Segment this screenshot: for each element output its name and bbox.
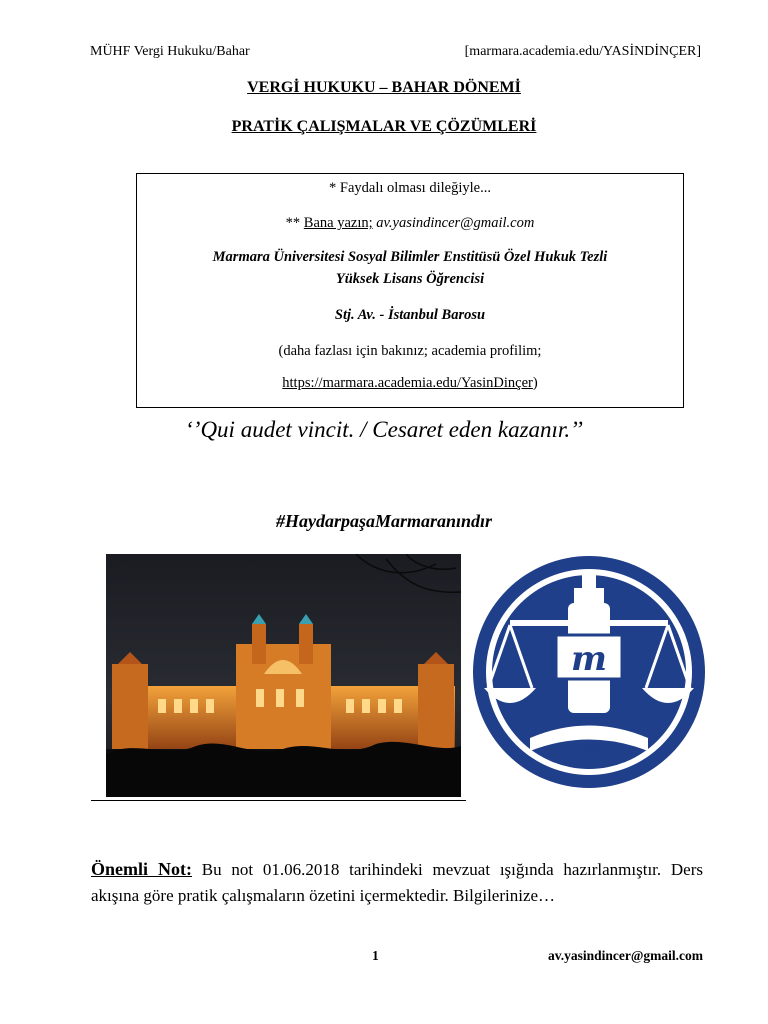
academia-link[interactable]: https://marmara.academia.edu/YasinDinçer [282,375,533,391]
contact-link[interactable]: Bana yazın; [303,215,373,231]
box-line-2 [137,215,683,232]
haydarpasa-building-photo [106,554,461,797]
page-number: 1 [372,948,379,963]
photo-underline [91,800,466,801]
important-note [91,856,703,909]
faculty-logo [470,553,708,791]
title-line-2: PRATİK ÇALIŞMALAR VE ÇÖZÜMLERİ [231,118,537,135]
box-line-6: (daha fazlası için bakınız; academia profilim; [278,343,542,359]
box-line-7-suffix: ) [532,375,538,391]
header-left: MÜHF Vergi Hukuku/Bahar [90,44,250,59]
note-label: Önemli Not: [91,859,192,879]
box-line-3: Marmara Üniversitesi Sosyal Bilimler Enstitüsü Özel Hukuk Tezli [212,249,608,265]
box-line-4: Yüksek Lisans Öğrencisi [335,271,485,287]
box-line-2-prefix: ** [285,215,304,231]
info-box [136,173,684,408]
logo-year: 1982 [577,744,601,754]
title-line-1: VERGİ HUKUKU – BAHAR DÖNEMİ [247,79,521,96]
header-right: [marmara.academia.edu/YASİNDİNÇER] [464,44,701,59]
box-line-7 [137,375,683,392]
contact-email[interactable]: av.yasindincer@gmail.com [376,215,535,231]
box-line-1: * Faydalı olması dileğiyle... [329,180,491,196]
svg-text:m: m [571,639,607,679]
note-text: Bu not 01.06.2018 tarihindeki mevzuat ışığında hazırlanmıştır. Ders akışına göre pratik çalışmaların özetini içermektedir. Bilgilerinize… [91,860,703,905]
latin-quote: ‘’Qui audet vincit. / Cesaret eden kazanır.’’ [185,417,583,442]
box-line-5: Stj. Av. - İstanbul Barosu [334,307,486,323]
hashtag: #HaydarpaşaMarmaranındır [275,511,493,531]
footer-email: av.yasindincer@gmail.com [547,948,703,963]
